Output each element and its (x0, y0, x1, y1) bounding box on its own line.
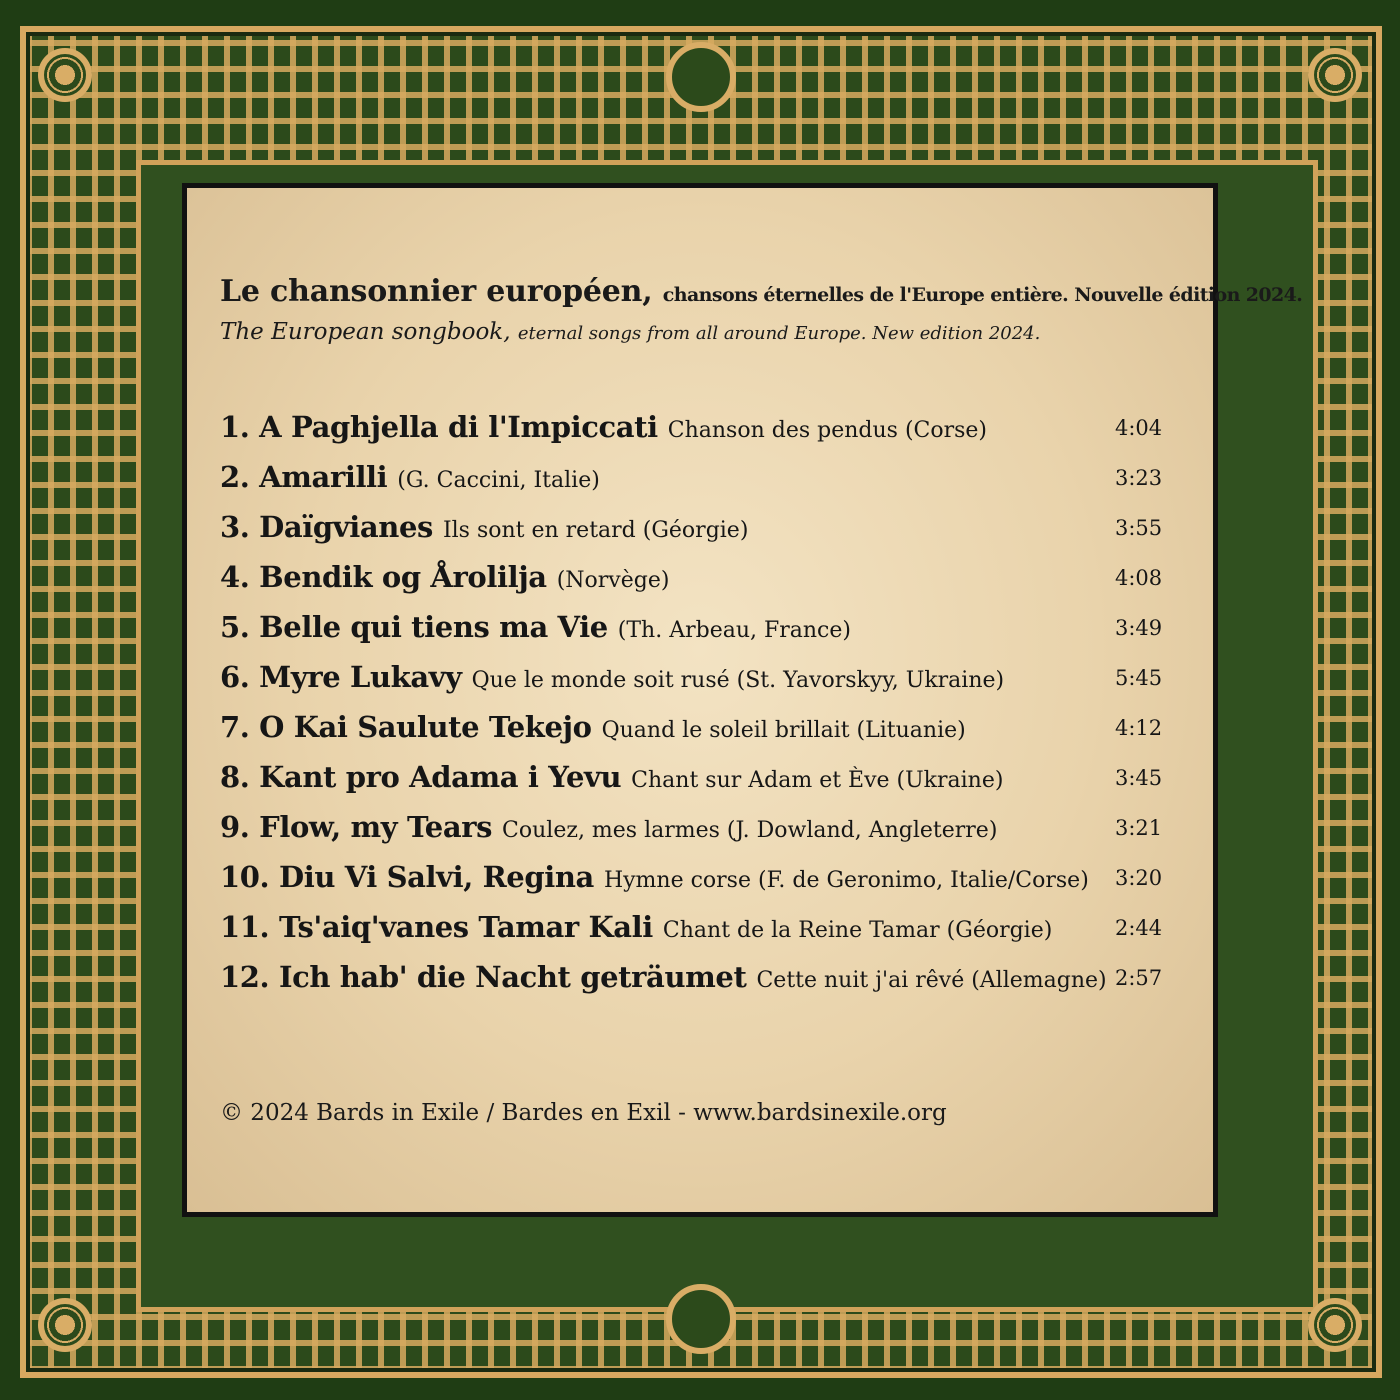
copyright-footer: © 2024 Bards in Exile / Bardes en Exil - www.bardsinexile.org (220, 1100, 947, 1126)
track-duration: 3:45 (1115, 766, 1163, 790)
track-row (220, 410, 1170, 460)
english-title-line (220, 319, 1200, 345)
track-row (220, 460, 1170, 510)
track-title: 7. O Kai Saulute Tekejo (220, 710, 592, 744)
celtic-knot-icon (38, 48, 92, 102)
track-row (220, 910, 1170, 960)
track-title: 1. A Paghjella di l'Impiccati (220, 410, 658, 444)
track-title: 11. Ts'aiq'vanes Tamar Kali (220, 910, 653, 944)
track-subtitle: Ils sont en retard (Géorgie) (442, 518, 749, 543)
track-duration: 3:20 (1115, 866, 1163, 890)
track-title: 9. Flow, my Tears (220, 810, 493, 844)
celtic-knot-icon (38, 1298, 92, 1352)
celtic-knot-icon (1308, 1298, 1362, 1352)
track-subtitle: Chant de la Reine Tamar (Géorgie) (662, 918, 1053, 943)
track-title: 8. Kant pro Adama i Yevu (220, 760, 622, 794)
track-subtitle: Cette nuit j'ai rêvé (Allemagne) (756, 968, 1107, 993)
track-duration: 3:21 (1115, 816, 1163, 840)
track-duration: 4:12 (1115, 716, 1163, 740)
track-subtitle: Chanson des pendus (Corse) (667, 418, 988, 443)
track-subtitle: Chant sur Adam et Ève (Ukraine) (631, 768, 1004, 793)
track-subtitle: Coulez, mes larmes (J. Dowland, Angleterre) (502, 818, 998, 843)
track-list (220, 410, 1170, 1010)
track-row (220, 710, 1170, 760)
track-row (220, 610, 1170, 660)
track-row (220, 810, 1170, 860)
track-title: 6. Myre Lukavy (220, 660, 462, 694)
track-row (220, 860, 1170, 910)
track-row (220, 560, 1170, 610)
english-subtitle: eternal songs from all around Europe. New edition 2024. (517, 323, 1041, 344)
track-row (220, 960, 1170, 1010)
track-subtitle: Que le monde soit rusé (St. Yavorskyy, Ukraine) (471, 668, 1005, 693)
track-row (220, 510, 1170, 560)
track-duration: 3:49 (1115, 616, 1163, 640)
track-subtitle: Hymne corse (F. de Geronimo, Italie/Corse) (603, 868, 1089, 893)
english-title: The European songbook, (220, 319, 511, 345)
track-title: 12. Ich hab' die Nacht geträumet (220, 960, 747, 994)
track-title: 4. Bendik og Årolilja (220, 560, 547, 594)
track-title: 2. Amarilli (220, 460, 388, 494)
track-subtitle: (Norvège) (556, 568, 670, 593)
track-title: 10. Diu Vi Salvi, Regina (220, 860, 594, 894)
track-duration: 2:44 (1115, 916, 1163, 940)
french-title-line (220, 274, 1303, 309)
track-duration: 4:08 (1115, 566, 1163, 590)
track-duration: 3:55 (1115, 516, 1163, 540)
track-duration: 2:57 (1115, 966, 1163, 990)
track-row (220, 760, 1170, 810)
track-duration: 4:04 (1115, 416, 1163, 440)
celtic-knot-icon (1308, 48, 1362, 102)
track-duration: 3:23 (1115, 466, 1163, 490)
track-row (220, 660, 1170, 710)
album-header (220, 274, 1303, 345)
track-title: 3. Daïgvianes (220, 510, 433, 544)
track-subtitle: (G. Caccini, Italie) (397, 468, 600, 493)
track-duration: 5:45 (1115, 666, 1163, 690)
french-title: Le chansonnier européen, (220, 274, 653, 309)
parchment-panel (182, 183, 1303, 1217)
track-title: 5. Belle qui tiens ma Vie (220, 610, 608, 644)
celtic-knot-top-icon (666, 42, 736, 112)
celtic-knot-bottom-icon (666, 1284, 736, 1354)
track-subtitle: (Th. Arbeau, France) (617, 618, 851, 643)
french-subtitle: chansons éternelles de l'Europe entière. Nouvelle édition 2024. (662, 284, 1303, 306)
track-subtitle: Quand le soleil brillait (Lituanie) (601, 718, 966, 743)
